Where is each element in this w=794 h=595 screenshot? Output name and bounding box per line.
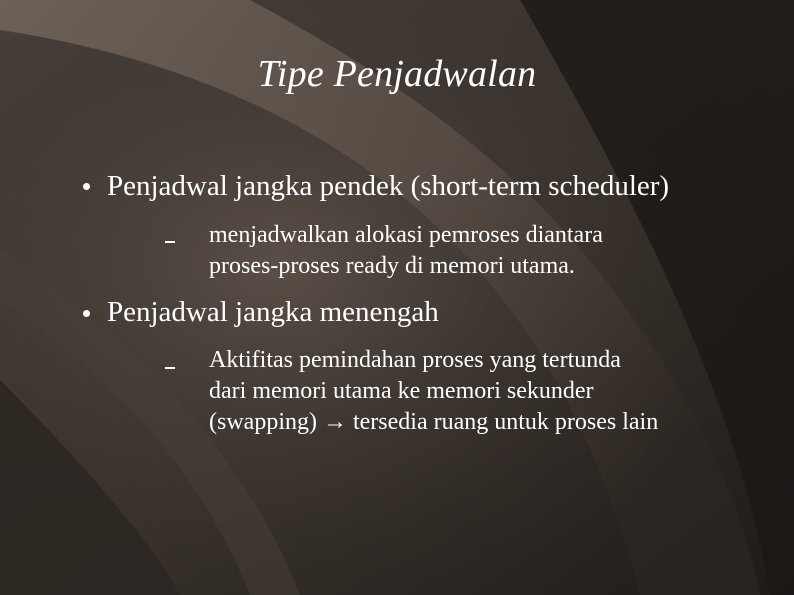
text-line: Aktifitas pemindahan proses yang tertunda: [209, 347, 621, 373]
text-line: proses-proses ready di memori utama.: [209, 253, 575, 279]
sub-bullet-text: [209, 345, 658, 438]
sub-bullet-dash: [165, 367, 175, 369]
bullet-dot: [83, 310, 90, 317]
bullet-dot: [83, 183, 90, 190]
sub-bullet-dash: [165, 241, 175, 243]
text-line: (swapping) → tersedia ruang untuk proses lain: [209, 409, 659, 435]
sub-bullet-text: [209, 220, 603, 282]
bullet-text: Penjadwal jangka pendek (short-term scheduler): [107, 170, 670, 202]
slide-title: Tipe Penjadwalan: [257, 53, 537, 95]
text-line: menjadwalkan alokasi pemroses diantara: [209, 222, 603, 248]
bullet-text: Penjadwal jangka menengah: [107, 296, 439, 328]
text-line: dari memori utama ke memori sekunder: [209, 378, 594, 404]
